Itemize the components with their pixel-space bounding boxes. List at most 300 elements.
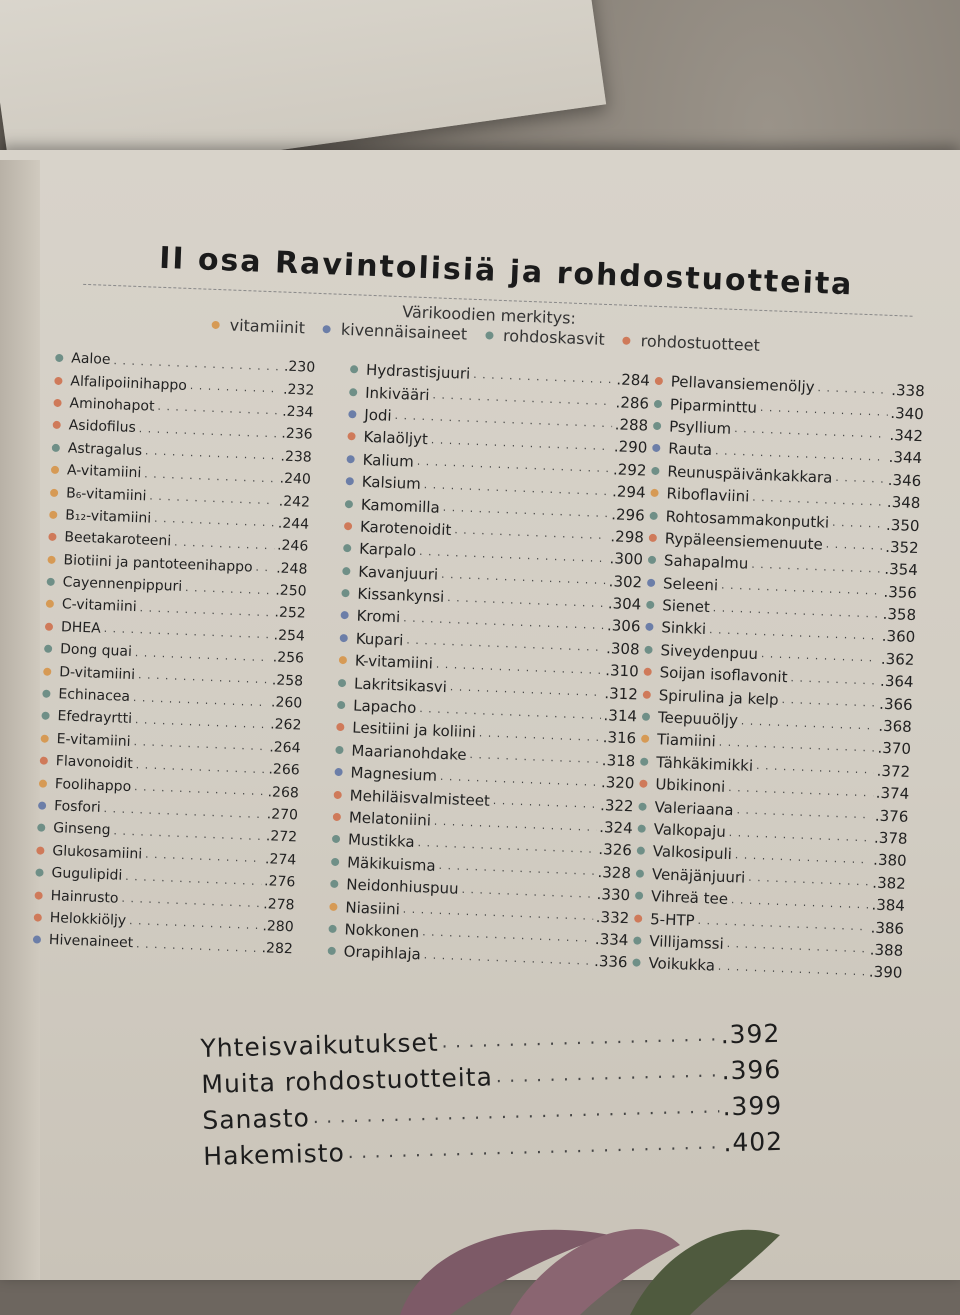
toc-entry-name: Karpalo	[358, 539, 417, 561]
toc-entry-page: .260	[270, 694, 303, 712]
toc-entry-name: Karotenoidit	[359, 517, 452, 540]
dot-leader	[139, 422, 279, 440]
toc-entry-name: Aaloe	[70, 350, 111, 369]
dot-leader	[136, 937, 259, 955]
category-dot-icon	[345, 500, 353, 508]
toc-entry-name: Mustikka	[347, 830, 415, 852]
toc-entry-name: Siveydenpuu	[660, 641, 759, 663]
category-dot-icon	[46, 600, 54, 608]
category-dot-icon	[655, 377, 663, 385]
toc-entry-name: Alfalipoiinihappo	[70, 373, 188, 394]
toc-entry-name: Kromi	[356, 607, 401, 627]
dot-leader	[450, 680, 602, 699]
toc-entry-page: .388	[869, 940, 904, 960]
category-dot-icon	[349, 388, 357, 396]
toc-entry-page: .298	[610, 527, 645, 547]
dot-leader	[441, 568, 606, 587]
toc-entry-name: C-vitamiini	[61, 596, 137, 616]
toc-entry-page: .362	[880, 649, 915, 669]
category-dot-icon	[341, 589, 349, 597]
toc-entry-name: Rauta	[667, 439, 713, 460]
toc-entry-page: .232	[282, 381, 315, 399]
dot-leader	[154, 512, 275, 530]
toc-entry-page: .372	[876, 761, 911, 781]
dot-leader	[174, 535, 274, 552]
dot-leader	[441, 1024, 718, 1052]
toc-entry-page: .384	[871, 895, 906, 916]
toc-entry-name: Flavonoidit	[55, 753, 134, 773]
toc-entry-page: .332	[595, 907, 630, 927]
toc-entry-page: .346	[887, 470, 922, 490]
dot-leader	[817, 381, 888, 397]
dot-leader	[741, 714, 876, 732]
toc-entry-page: .352	[884, 537, 919, 558]
category-dot-icon	[37, 824, 45, 832]
dot-leader	[113, 354, 281, 373]
toc-entry-page: .378	[873, 828, 908, 848]
dot-leader	[479, 726, 600, 744]
dot-leader	[736, 803, 872, 821]
category-dot-icon	[643, 690, 651, 698]
toc-entry-page: .240	[279, 470, 312, 488]
toc-entry-name: Maarianohdake	[351, 741, 467, 764]
toc-entry-page: .272	[265, 828, 298, 846]
toc-entry-page: .370	[877, 739, 912, 759]
toc-entry-page: .258	[271, 672, 304, 690]
legend-item	[485, 325, 605, 349]
dot-leader	[760, 401, 888, 419]
dot-leader	[417, 836, 595, 856]
toc-entry-page: .292	[612, 460, 647, 480]
toc-entry-name: Tiamiini	[656, 730, 717, 751]
toc-entry-page: .234	[281, 403, 314, 421]
toc-entry-name: B₆-vitamiini	[65, 484, 147, 504]
dot-leader	[726, 937, 867, 955]
toc-entry-name: Hivenaineet	[48, 932, 134, 952]
toc-entry-name: Echinacea	[58, 686, 131, 705]
toc-entry-page: .330	[596, 885, 631, 905]
toc-entry-page: .324	[598, 818, 634, 838]
toc-entry-page: .316	[602, 728, 637, 748]
category-dot-icon	[328, 947, 336, 955]
dot-leader	[715, 444, 886, 464]
toc-entry-page: .318	[601, 750, 636, 771]
toc-entry-name: Cayennenpippuri	[62, 574, 183, 595]
dot-leader	[149, 490, 276, 508]
dot-leader	[403, 611, 604, 632]
toc-entry-page: .386	[870, 918, 905, 938]
toc-entry-page: .286	[615, 392, 650, 413]
dot-leader	[751, 558, 882, 576]
category-dot-icon	[33, 936, 41, 944]
dot-leader	[748, 871, 870, 889]
category-dot-icon	[330, 880, 338, 888]
dot-leader	[731, 893, 869, 911]
legend-color-dot	[623, 336, 631, 344]
toc-entry-name: Valkosipuli	[652, 842, 733, 864]
flower-illustration	[380, 1175, 800, 1315]
toc-entry-page: .262	[269, 716, 302, 734]
toc-entry-name: D-vitamiini	[58, 663, 136, 683]
category-dot-icon	[35, 869, 43, 877]
dot-leader	[461, 882, 594, 900]
footer-entry-page: .399	[722, 1090, 783, 1121]
footer-entry-name: Sanasto	[201, 1102, 311, 1135]
toc-entry-name: Seleeni	[662, 574, 719, 595]
category-dot-icon	[636, 869, 644, 877]
category-dot-icon	[644, 646, 652, 654]
toc-entry-name: Lesitiini ja koliini	[351, 718, 477, 742]
toc-entry-page: .326	[598, 840, 633, 860]
category-dot-icon	[651, 467, 659, 475]
toc-entry-page: .274	[264, 851, 297, 869]
table-of-contents	[0, 235, 949, 1031]
dot-leader	[756, 759, 874, 777]
toc-entry-page: .364	[879, 672, 914, 692]
toc-entry-name: Pellavansiemenöljy	[670, 372, 815, 397]
category-dot-icon	[52, 444, 60, 452]
toc-entry-page: .230	[283, 358, 316, 376]
category-dot-icon	[36, 846, 44, 854]
category-dot-icon	[649, 534, 657, 542]
toc-entry-name: Rypäleensiemenuute	[664, 529, 824, 554]
category-dot-icon	[650, 489, 658, 497]
toc-entry-page: .366	[878, 694, 913, 714]
toc-column-2	[327, 358, 650, 974]
category-dot-icon	[340, 634, 348, 642]
toc-entry-page: .348	[886, 493, 921, 513]
category-dot-icon	[38, 802, 46, 810]
toc-entry-name: Biotiini ja pantoteenihappo	[63, 552, 253, 576]
dot-leader	[113, 824, 263, 843]
category-dot-icon	[647, 578, 655, 586]
toc-entry-name: Gugulipidi	[51, 865, 123, 884]
category-dot-icon	[337, 701, 345, 709]
dot-leader	[447, 591, 605, 610]
toc-entry-name: Niasiini	[345, 897, 401, 919]
toc-entry-page: .342	[889, 425, 924, 446]
toc-entry-page: .338	[890, 381, 926, 401]
toc-entry-page: .390	[868, 962, 903, 983]
dot-leader	[469, 748, 599, 766]
category-dot-icon	[347, 432, 355, 440]
dot-leader	[255, 561, 273, 575]
dot-leader	[422, 926, 592, 946]
toc-column-3	[632, 370, 925, 984]
toc-entry-name: Foolihappo	[54, 775, 132, 795]
toc-entry-page: .296	[610, 504, 646, 525]
toc-entry-name: Aminohapot	[69, 395, 155, 415]
toc-entry-page: .322	[599, 795, 634, 815]
legend-label: rohdoskasvit	[502, 326, 606, 349]
dot-leader	[496, 1060, 719, 1087]
category-dot-icon	[635, 892, 643, 900]
dot-leader	[190, 379, 281, 395]
footer-entry-page: .392	[720, 1018, 781, 1049]
toc-entry-name: Rohtosammakonputki	[665, 506, 830, 532]
toc-entry-name: DHEA	[60, 619, 101, 637]
category-dot-icon	[650, 511, 658, 519]
category-dot-icon	[336, 723, 344, 731]
dot-leader	[436, 657, 603, 676]
page-title: II osa Ravintolisiä ja rohdostuotteita	[158, 240, 855, 303]
category-dot-icon	[51, 466, 59, 474]
category-dot-icon	[43, 667, 51, 675]
toc-entry-name: Glukosamiini	[52, 842, 143, 863]
category-dot-icon	[640, 757, 648, 765]
category-dot-icon	[34, 913, 42, 921]
toc-entry-page: .290	[613, 437, 648, 457]
toc-entry-name: Hainrusto	[50, 887, 119, 907]
category-dot-icon	[48, 533, 56, 541]
toc-entry-name: Soijan isoflavonit	[659, 663, 788, 687]
category-dot-icon	[41, 734, 49, 742]
toc-entry-name: Kalsium	[361, 472, 422, 494]
toc-entry-name: Fosfori	[53, 798, 101, 816]
category-dot-icon	[53, 421, 61, 429]
toc-entry-name: Riboflaviini	[666, 484, 750, 506]
toc-entry-page: .238	[280, 448, 312, 466]
toc-entry-page: .284	[616, 370, 651, 390]
dot-leader	[133, 735, 266, 753]
legend-color-dot	[323, 325, 331, 333]
category-dot-icon	[334, 768, 342, 776]
toc-entry-page: .358	[882, 604, 917, 625]
toc-entry-name: Helokkiöljy	[49, 909, 127, 929]
dot-leader	[138, 668, 269, 686]
toc-entry-page: .300	[609, 549, 644, 569]
toc-entry-name: Sahapalmu	[663, 551, 749, 573]
footer-entry-page: .402	[723, 1126, 784, 1157]
toc-entry-page: .340	[890, 403, 925, 423]
toc-entry-name: Magnesium	[350, 763, 438, 786]
dot-leader	[473, 368, 614, 386]
dot-leader	[103, 802, 264, 821]
toc-entry-page: .236	[281, 425, 313, 444]
toc-entry-name: Astragalus	[67, 440, 143, 459]
category-dot-icon	[347, 455, 355, 463]
legend-color-dot	[212, 320, 220, 328]
dot-leader	[134, 780, 265, 798]
category-dot-icon	[633, 936, 641, 944]
toc-entry-page: .270	[266, 806, 299, 824]
footer-entry-name: Muita rohdostuotteita	[201, 1061, 494, 1099]
toc-entry-name: E-vitamiini	[56, 730, 131, 750]
dot-leader	[403, 903, 594, 923]
toc-entry-page: .382	[872, 873, 907, 893]
category-dot-icon	[652, 444, 660, 452]
toc-entry-name: Asidofilus	[68, 417, 137, 437]
footer-entry-page: .396	[721, 1054, 782, 1085]
toc-entry-page: .276	[263, 873, 296, 891]
category-dot-icon	[641, 735, 649, 743]
toc-entry-name: Teepuuöljy	[657, 708, 739, 730]
toc-entry-name: Lapacho	[352, 696, 417, 717]
dot-leader	[440, 770, 598, 789]
dot-leader	[729, 826, 872, 844]
category-dot-icon	[648, 556, 656, 564]
category-dot-icon	[340, 611, 348, 619]
dot-leader	[432, 388, 613, 408]
toc-entry-name: Valeriaana	[654, 797, 734, 819]
toc-entry-name: Sinkki	[661, 618, 707, 639]
legend-title: Värikoodien merkitys:	[401, 302, 577, 328]
category-dot-icon	[646, 601, 654, 609]
toc-entry-page: .354	[884, 560, 919, 580]
dot-leader	[313, 1096, 720, 1128]
category-dot-icon	[638, 802, 646, 810]
category-dot-icon	[47, 578, 55, 586]
toc-entry-page: .368	[878, 716, 913, 737]
category-dot-icon	[342, 567, 350, 575]
category-dot-icon	[40, 757, 48, 765]
dot-leader	[419, 545, 607, 565]
toc-entry-page: .250	[275, 582, 307, 600]
toc-entry-page: .304	[607, 594, 642, 614]
toc-entry-page: .248	[275, 560, 308, 578]
dot-leader	[347, 1132, 720, 1163]
dot-leader	[790, 671, 877, 687]
legend-color-dot	[485, 331, 493, 339]
toc-entry-page: .246	[276, 537, 309, 555]
toc-entry-name: Reunuspäivänkakkara	[667, 462, 833, 487]
footer-entry-name: Yhteisvaikutukset	[200, 1027, 439, 1063]
category-dot-icon	[49, 511, 57, 519]
toc-entry-page: .350	[885, 515, 920, 535]
dot-leader	[454, 524, 608, 543]
toc-entry-name: Psyllium	[668, 417, 732, 438]
toc-entry-page: .308	[605, 639, 640, 659]
legend-label: vitamiinit	[229, 315, 306, 338]
toc-entry-name: Venäjänjuuri	[651, 864, 746, 887]
dot-leader	[761, 648, 879, 665]
category-dot-icon	[639, 780, 647, 788]
toc-entry-name: K-vitamiini	[354, 651, 434, 673]
dot-leader	[442, 501, 608, 520]
toc-entry-name: B₁₂-vitamiini	[64, 507, 152, 527]
category-dot-icon	[654, 399, 662, 407]
dot-leader	[721, 579, 881, 598]
category-dot-icon	[55, 354, 63, 362]
toc-entry-page: .380	[872, 850, 907, 871]
dot-leader	[406, 634, 603, 655]
dot-leader	[735, 848, 871, 866]
dot-leader	[103, 622, 270, 641]
toc-entry-name: Beetakaroteeni	[64, 529, 172, 550]
toc-entry-page: .334	[594, 929, 629, 950]
toc-entry-page: .244	[277, 515, 310, 533]
toc-entry-page: .266	[268, 761, 300, 779]
legend-label: rohdostuotteet	[640, 331, 761, 355]
dot-leader	[135, 646, 270, 664]
footer-entry-name: Hakemisto	[202, 1137, 346, 1171]
toc-column-1	[33, 347, 316, 961]
toc-entry-page: .312	[604, 683, 639, 704]
toc-entry-name: Ubikinoni	[655, 775, 726, 797]
dot-leader	[434, 814, 597, 833]
toc-entry-page: .252	[274, 604, 306, 623]
toc-entry-page: .254	[273, 627, 306, 645]
dot-leader	[734, 422, 887, 441]
dot-leader	[121, 892, 260, 910]
toc-entry-name: Melatoniini	[348, 808, 432, 830]
dot-leader	[438, 859, 594, 878]
legend-label: kivennäisaineet	[340, 319, 468, 344]
toc-entry-page: .376	[874, 806, 909, 826]
toc-entry-name: Mehiläisvalmisteet	[349, 786, 491, 810]
category-dot-icon	[331, 858, 339, 866]
category-dot-icon	[645, 623, 653, 631]
toc-entry-name: Jodi	[364, 405, 392, 425]
toc-entry-name: Kupari	[355, 629, 404, 650]
dot-leader	[832, 516, 884, 531]
legend-item	[211, 315, 305, 338]
dot-leader	[709, 623, 879, 643]
toc-entry-name: Mäkikuisma	[346, 853, 436, 875]
toc-entry-name: A-vitamiini	[66, 462, 142, 482]
category-dot-icon	[39, 779, 47, 787]
dot-leader	[424, 948, 592, 967]
toc-entry-page: .356	[883, 582, 918, 602]
dot-leader	[752, 490, 884, 508]
toc-entry-name: Kamomilla	[360, 495, 441, 517]
toc-entry-name: Kavanjuuri	[358, 562, 439, 584]
dot-leader	[135, 758, 265, 776]
toc-entry-name: Valkopaju	[653, 820, 727, 841]
category-dot-icon	[335, 746, 343, 754]
dot-leader	[728, 781, 873, 800]
toc-entry-name: Villijamssi	[649, 932, 725, 953]
category-dot-icon	[638, 825, 646, 833]
toc-entry-page: .302	[608, 571, 643, 592]
toc-entry-page: .344	[888, 448, 923, 468]
category-dot-icon	[42, 690, 50, 698]
toc-entry-name: Voikukka	[648, 954, 716, 975]
toc-entry-name: Nokkonen	[344, 920, 420, 942]
dot-leader	[424, 478, 610, 498]
toc-entry-page: .310	[604, 661, 640, 681]
category-dot-icon	[346, 477, 354, 485]
dot-leader	[493, 794, 598, 811]
legend-item	[622, 331, 760, 355]
category-dot-icon	[344, 522, 352, 530]
category-dot-icon	[332, 835, 340, 843]
toc-entry-page: .336	[593, 952, 628, 972]
toc-entry-name: Hydrastisjuuri	[365, 360, 471, 383]
category-dot-icon	[632, 959, 640, 967]
dot-leader	[718, 736, 874, 755]
dot-leader	[697, 914, 868, 934]
toc-entry-name: 5-HTP	[649, 909, 695, 930]
category-dot-icon	[343, 544, 351, 552]
toc-entry-name: Kissankynsi	[357, 584, 445, 607]
category-dot-icon	[333, 813, 341, 821]
dot-leader	[157, 400, 279, 418]
toc-entry-name: Inkivääri	[364, 383, 430, 404]
category-dot-icon	[334, 790, 342, 798]
dot-leader	[781, 693, 876, 710]
dot-leader	[431, 433, 612, 453]
toc-entry-page: .264	[269, 739, 301, 757]
toc-entry-name: Lakritsikasvi	[353, 674, 448, 696]
dot-leader	[139, 601, 271, 619]
dot-leader	[718, 960, 866, 979]
dot-leader	[419, 702, 601, 722]
toc-entry-name: Ginseng	[52, 820, 111, 839]
toc-entry-page: .328	[597, 862, 632, 883]
category-dot-icon	[350, 365, 358, 373]
dot-leader	[144, 467, 277, 485]
